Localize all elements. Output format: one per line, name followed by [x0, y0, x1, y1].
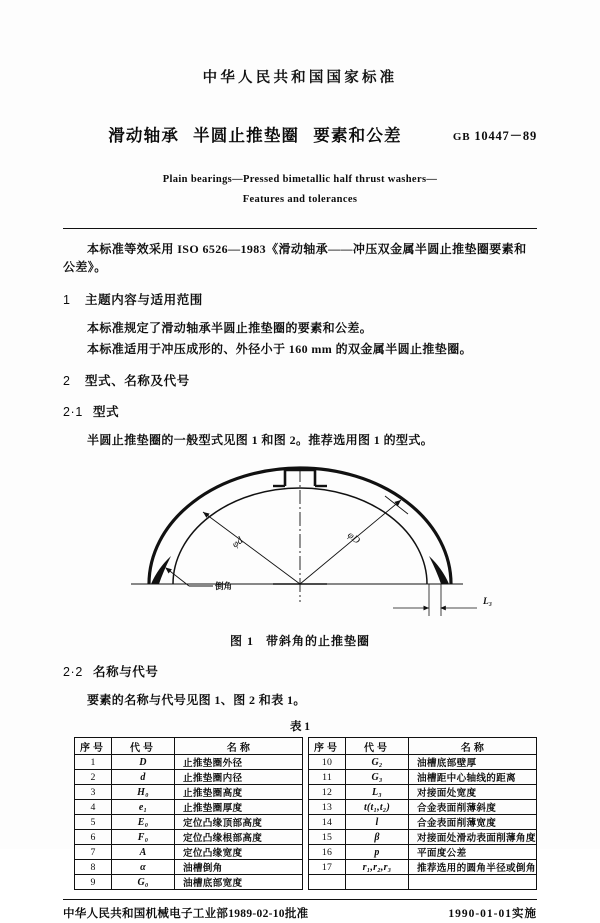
table-body [75, 755, 537, 890]
standard-number [453, 126, 537, 144]
table-row [75, 860, 537, 875]
table-row [75, 845, 537, 860]
cell-symbol-right: G₃ [346, 770, 409, 785]
section-1-heading [63, 290, 537, 308]
english-title-line-2: Features and tolerances [242, 193, 358, 205]
table-row [75, 770, 537, 785]
section-2-title: 型式、名称及代号 [85, 374, 190, 389]
table-row [75, 815, 537, 830]
english-title [63, 170, 537, 210]
figure-1-thrust-washer-drawing [63, 456, 537, 631]
section-1-paragraph-2: 本标准适用于冲压成形的、外径小于 160 mm 的双金属半圆止推垫圈。 [87, 341, 472, 356]
cell-name-left: 止推垫圈内径 [175, 770, 303, 785]
footer-divider [63, 899, 537, 900]
cell-name-left: 定位凸缘宽度 [175, 845, 303, 860]
footer-approval: 中华人民共和国机械电子工业部1989-02-10批准 [63, 908, 309, 921]
cell-seq-left: 1 [75, 755, 112, 770]
header-sym-left: 代号 [112, 738, 175, 755]
iso-equivalence-note: 本标准等效采用 ISO 6526—1983《滑动轴承——冲压双金属半圆止推垫圈要素和公差》。 [63, 241, 527, 275]
table-header-row [75, 738, 537, 755]
chamfer-label: 倒角 [215, 580, 233, 591]
footer-effective: 1990-01-01实施 [448, 908, 537, 921]
table-1-elements [74, 737, 537, 890]
figure-1-caption-text: 带斜角的止推垫圈 [266, 633, 371, 648]
standard-prefix: GB [452, 131, 471, 143]
title-part-3: 要素和公差 [313, 126, 402, 145]
section-1-title: 主题内容与适用范围 [85, 293, 203, 308]
cell-seq-right: 15 [309, 830, 346, 845]
cell-symbol-left: d [112, 770, 175, 785]
cell-seq-right: 14 [309, 815, 346, 830]
section-2-1-heading [63, 402, 537, 420]
figure-1-svg [63, 456, 537, 631]
section-2-1-number: 2·1 [63, 405, 83, 420]
cell-name-right: 油槽距中心轴线的距离 [409, 770, 537, 785]
cell-symbol-right: l [346, 815, 409, 830]
cell-seq-left: 5 [75, 815, 112, 830]
title-part-2: 半圆止推垫圈 [193, 126, 300, 145]
cell-symbol-right: r₁,r₂,r₃ [346, 860, 409, 875]
cell-seq-left: 3 [75, 785, 112, 800]
cell-name-right: 合金表面削薄斜度 [409, 800, 537, 815]
table-row [75, 785, 537, 800]
cell-seq-right: 10 [309, 755, 346, 770]
cell-seq-left: 9 [75, 875, 112, 890]
cell-seq-right: 12 [309, 785, 346, 800]
cell-name-right: 推荐选用的圆角半径或倒角 [409, 860, 537, 875]
chamfer-right-shape [429, 556, 449, 584]
standard-code: 10447－89 [474, 129, 537, 143]
cell-symbol-left: A [112, 845, 175, 860]
section-1-number: 1 [63, 293, 71, 308]
section-2-1-paragraph-1: 半圆止推垫圈的一般型式见图 1 和图 2。推荐选用图 1 的型式。 [87, 433, 434, 448]
cell-name-left: 定位凸缘顶部高度 [175, 815, 303, 830]
section-2-2-title: 名称与代号 [93, 664, 159, 679]
cell-seq-right: 13 [309, 800, 346, 815]
section-2-heading [63, 371, 537, 389]
cell-seq-left: 2 [75, 770, 112, 785]
cell-symbol-right: G₂ [346, 755, 409, 770]
header-name-left: 名 称 [175, 738, 303, 755]
cell-seq-left: 7 [75, 845, 112, 860]
header-seq-right: 序号 [309, 738, 346, 755]
cell-name-left: 止推垫圈厚度 [175, 800, 303, 815]
cell-symbol-right: t(t₁,t₂) [346, 800, 409, 815]
inner-diameter-leader [203, 512, 300, 584]
cell-symbol-left: G₀ [112, 875, 175, 890]
header-divider [63, 228, 537, 229]
table-1-title: 表 1 [289, 721, 311, 734]
cell-name-left: 止推垫圈高度 [175, 785, 303, 800]
cell-symbol-left: e₁ [112, 800, 175, 815]
chamfer-leader-line [166, 568, 189, 586]
cell-name-left: 油槽底部宽度 [175, 875, 303, 890]
header-sym-right: 代号 [346, 738, 409, 755]
header-seq-left: 序号 [75, 738, 112, 755]
section-2-2-paragraph-1: 要素的名称与代号见图 1、图 2 和表 1。 [87, 692, 306, 707]
cell-name-left: 定位凸缘根部高度 [175, 830, 303, 845]
cell-name-right: 油槽底部壁厚 [409, 755, 537, 770]
cell-name-right [409, 875, 537, 890]
l3-dimension-label: L₃ [483, 596, 493, 607]
section-2-number: 2 [63, 374, 71, 389]
inner-diameter-label: φd [230, 535, 246, 551]
national-standard-title: 中华人民共和国国家标准 [202, 70, 398, 86]
table-row [75, 830, 537, 845]
cell-name-right: 对接面处宽度 [409, 785, 537, 800]
section-2-2-heading [63, 662, 537, 680]
table-row [75, 800, 537, 815]
cell-seq-right: 17 [309, 860, 346, 875]
section-2-1-title: 型式 [93, 405, 120, 420]
figure-1-caption [63, 632, 537, 649]
cell-seq-left: 8 [75, 860, 112, 875]
cell-symbol-left: α [112, 860, 175, 875]
cell-symbol-right: β [346, 830, 409, 845]
cell-seq-left: 6 [75, 830, 112, 845]
cell-name-right: 合金表面削薄宽度 [409, 815, 537, 830]
cell-seq-right: 11 [309, 770, 346, 785]
page-footer [63, 905, 537, 923]
cell-symbol-right [346, 875, 409, 890]
cell-symbol-left: H₀ [112, 785, 175, 800]
cell-seq-right: 16 [309, 845, 346, 860]
cell-name-right: 对接面处滑动表面削薄角度 [409, 830, 537, 845]
title-row [63, 122, 537, 148]
cell-seq-left: 4 [75, 800, 112, 815]
cell-name-left: 油槽倒角 [175, 860, 303, 875]
table-row [75, 875, 537, 890]
cell-symbol-left: E₀ [112, 815, 175, 830]
title-part-1: 滑动轴承 [108, 126, 180, 145]
cell-seq-right [309, 875, 346, 890]
cell-name-left: 止推垫圈外径 [175, 755, 303, 770]
cell-symbol-left: D [112, 755, 175, 770]
english-title-line-1: Plain bearings—Pressed bimetallic half thrust washers— [162, 174, 438, 185]
header-name-right: 名 称 [409, 738, 537, 755]
outer-diameter-label: φD [345, 529, 362, 547]
cell-symbol-right: p [346, 845, 409, 860]
cell-name-right: 平面度公差 [409, 845, 537, 860]
section-1-paragraph-1: 本标准规定了滑动轴承半圆止推垫圈的要素和公差。 [87, 321, 373, 336]
page-content [63, 0, 537, 923]
table-row [75, 755, 537, 770]
section-2-2-number: 2·2 [63, 664, 83, 679]
table-header [75, 738, 537, 755]
cell-symbol-right: L₃ [346, 785, 409, 800]
cell-symbol-left: F₀ [112, 830, 175, 845]
figure-1-label: 图 1 [229, 633, 254, 648]
